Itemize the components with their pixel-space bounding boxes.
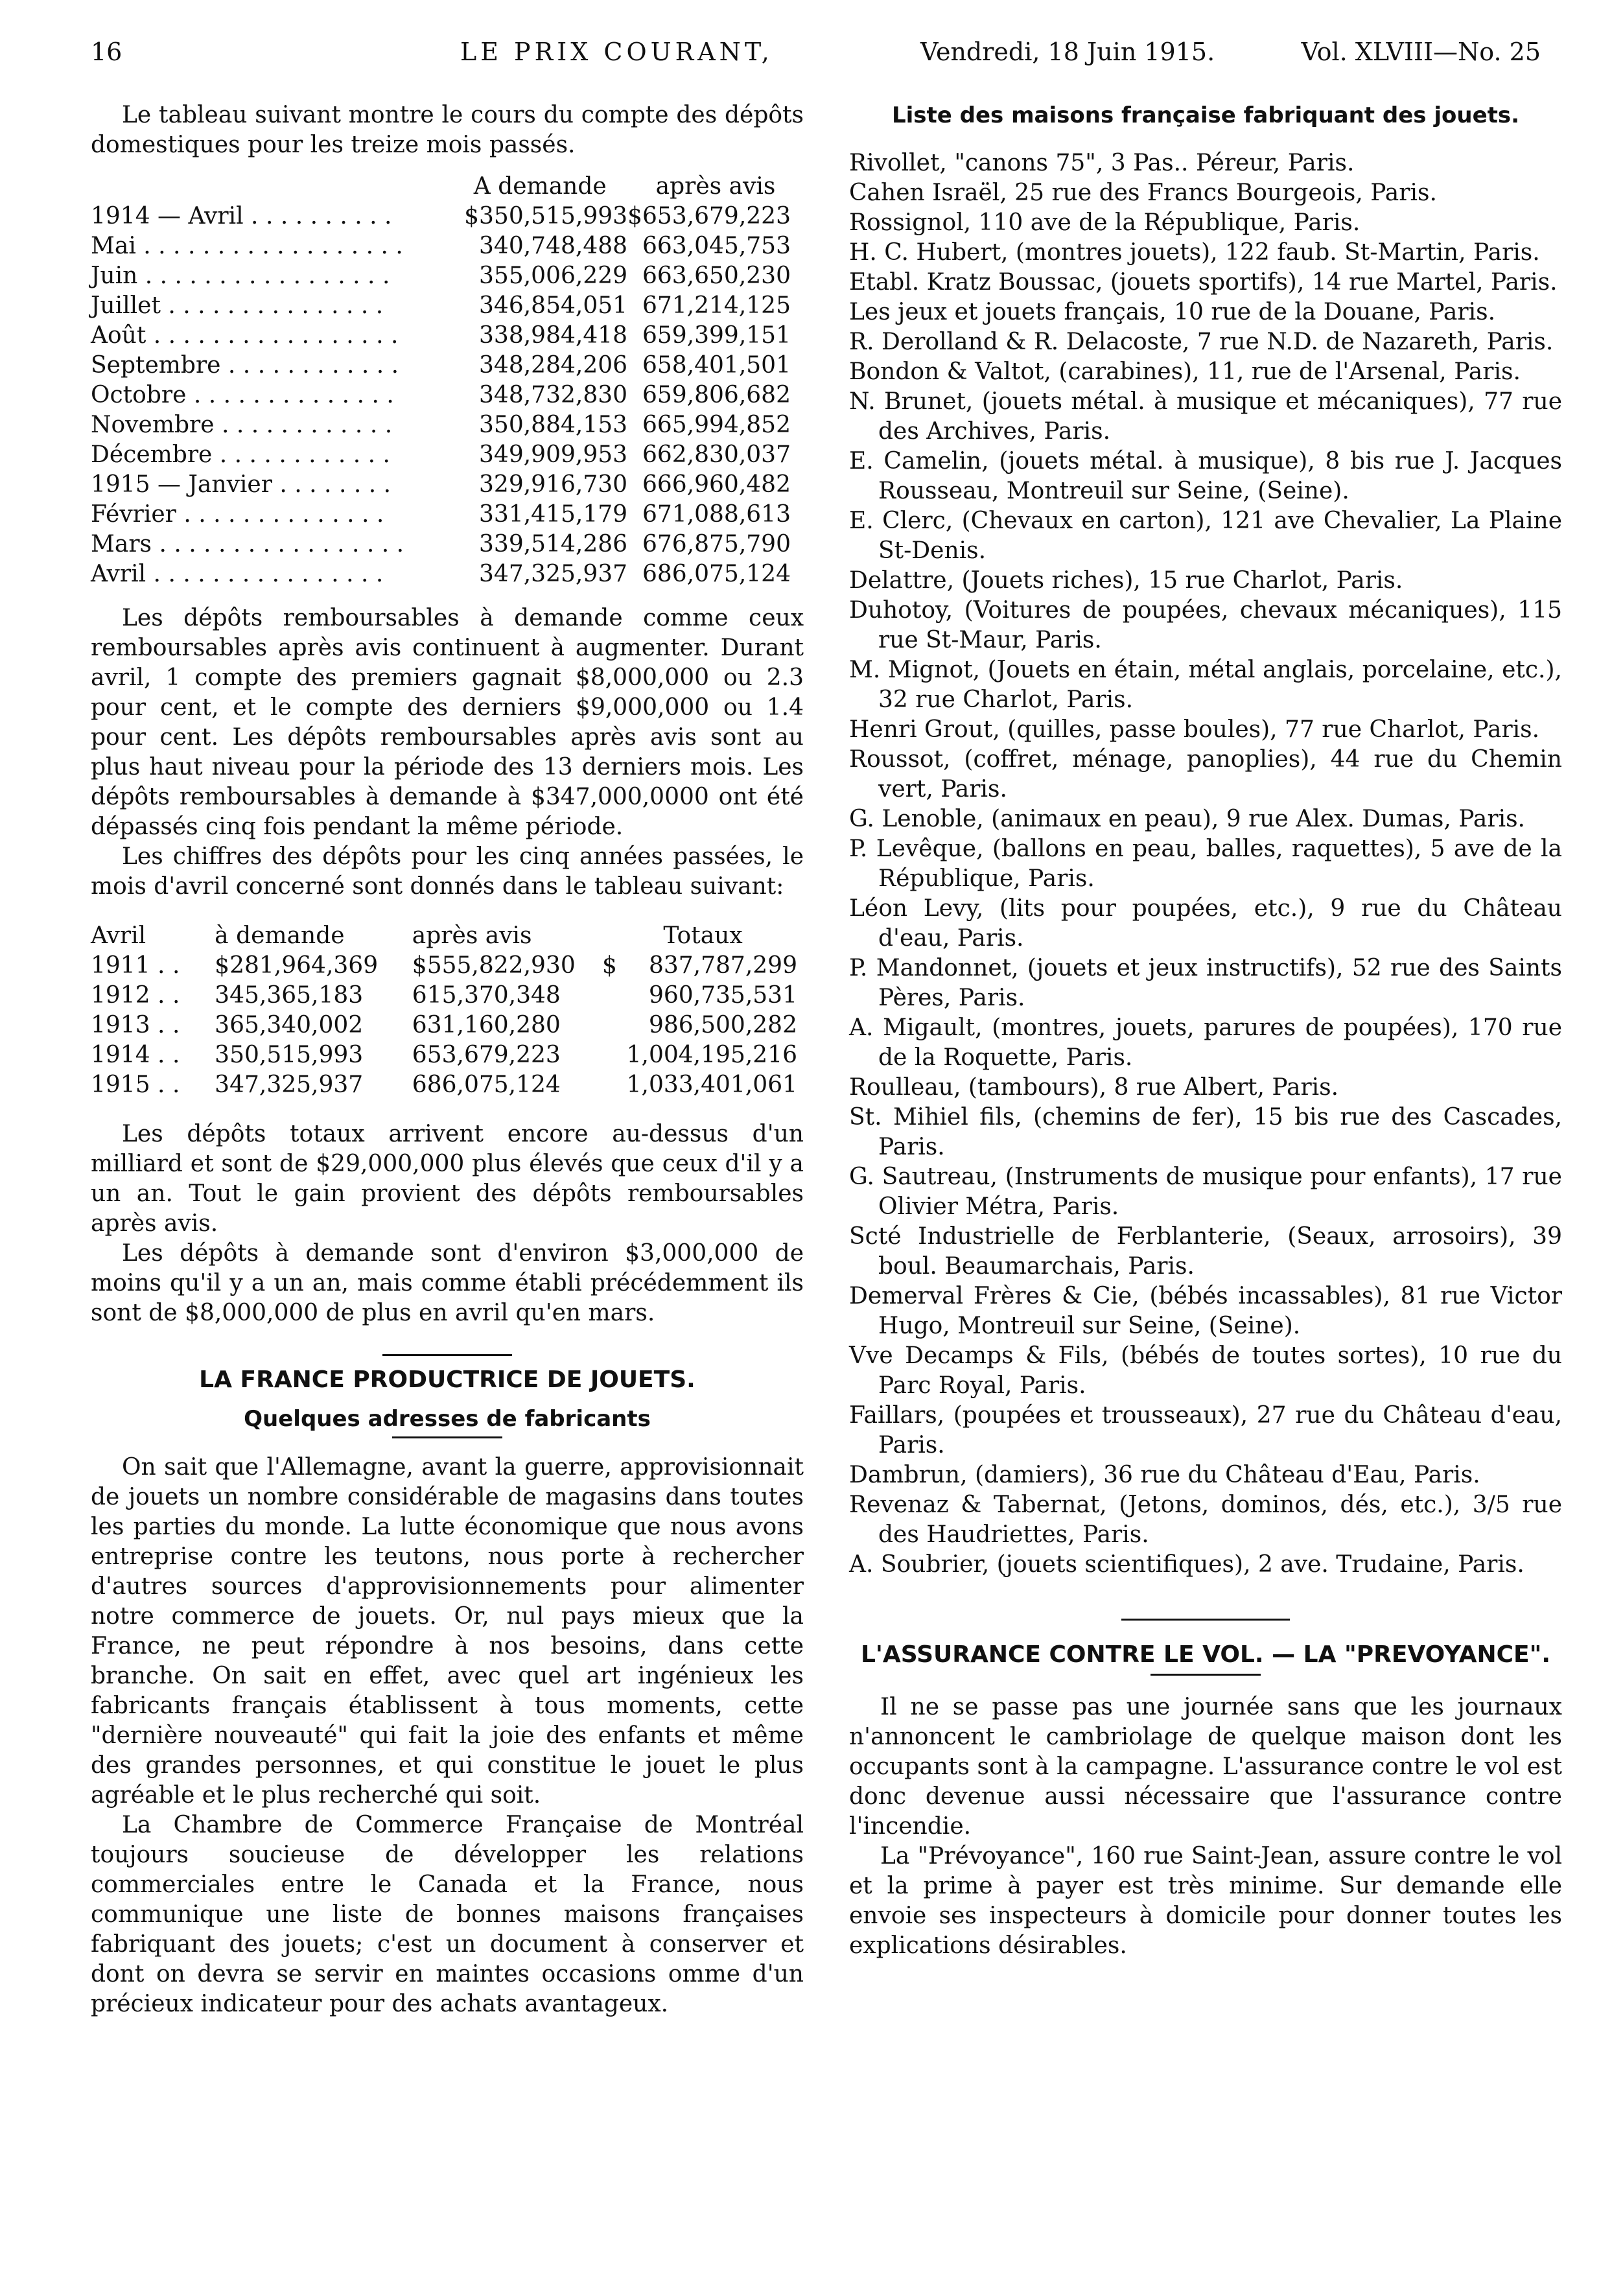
table-row — [91, 1040, 804, 1070]
list-item: Les jeux et jouets français, 10 rue de la Douane, Paris. — [849, 299, 1496, 325]
toys-paragraph: On sait que l'Allemagne, avant la guerre, approvisionnait de jouets un nombre considérable de magasins dans toutes les parties du monde. La lutte économique que nous avons entreprise contre les teutons, nous porte à rechercher d'autres sources d'approvisionnements pour alimenter notre commerce de jouets. Or, nul pays mieux que la France, ne peut répondre à nos besoins, dans cette branche. On sait en effet, avec quel art ingénieux les fabricants français établissent à tous moments, cette "dernière nouveauté" qui fait la joie des enfants et même des grandes personnes, et qui constitue le jouet le plus agréable et le plus recherché qui soit. — [91, 1454, 804, 1809]
table-row — [91, 951, 804, 981]
list-item: Henri Grout, (quilles, passe boules), 77 rue Charlot, Paris. — [849, 716, 1540, 743]
table-header-cell: Avril — [91, 922, 146, 949]
list-item: P. Levêque, (ballons en peau, balles, raquettes), 5 ave de la République, Paris. — [849, 836, 1562, 892]
table-row — [91, 500, 804, 530]
table-row — [91, 321, 804, 351]
currency-cell — [602, 1011, 627, 1040]
notice-cell: 676,875,790 — [642, 531, 791, 557]
notice-cell: 663,045,753 — [642, 233, 791, 259]
deposits-yearly-rows — [91, 951, 804, 1100]
year-cell: 1913 . . — [91, 1012, 180, 1038]
publication-title: LE PRIX COURANT, — [460, 38, 773, 66]
month-cell: Décembre . . . . . . . . . . . . — [91, 441, 390, 468]
subtitle-divider — [392, 1436, 502, 1438]
notice-cell: 686,075,124 — [412, 1072, 561, 1098]
month-cell: Avril . . . . . . . . . . . . . . . . — [91, 561, 384, 587]
notice-cell: 631,160,280 — [412, 1012, 561, 1038]
notice-cell: 686,075,124 — [642, 561, 791, 587]
page-header — [91, 32, 1541, 71]
volume-number: Vol. XLVIII—No. 25 — [1301, 38, 1541, 66]
intro-paragraph: Le tableau suivant montre le cours du compte des dépôts domestiques pour les treize mois passés. — [91, 102, 804, 158]
demand-cell: 349,909,953 — [479, 441, 628, 468]
table-row — [91, 440, 804, 470]
table-header-cell: après avis — [412, 922, 532, 949]
demand-cell: 355,006,229 — [479, 263, 628, 289]
list-item: Demerval Frères & Cie, (bébés incassables), 81 rue Victor Hugo, Montreuil sur Seine, (Seine). — [849, 1283, 1562, 1339]
currency-cell: $ — [602, 952, 617, 979]
table-row — [91, 351, 804, 381]
total-cell: 960,735,531 — [648, 982, 797, 1009]
deposits-paragraph: Les dépôts remboursables à demande comme ceux remboursables après avis continuent à augmenter. Durant avril, 1 compte des premiers gagnait $8,000,000 ou 2.3 pour cent, et le compte des derniers $9,000,000 ou 1.4 pour cent. Les dépôts remboursables après avis sont au plus haut niveau pour la période des 13 derniers mois. Les dépôts remboursables à demande à $347,000,0000 ont été dépassés cinq fois pendant la même période. — [91, 605, 804, 840]
table-row — [91, 291, 804, 321]
year-cell: 1915 . . — [91, 1072, 180, 1098]
month-cell: Mai . . . . . . . . . . . . . . . . . . — [91, 233, 403, 259]
month-cell: 1914 — Avril . . . . . . . . . . — [91, 203, 392, 229]
notice-cell: 671,214,125 — [642, 292, 791, 319]
notice-cell: 659,399,151 — [642, 322, 791, 349]
demand-cell: 350,515,993 — [215, 1042, 364, 1068]
month-cell: Février . . . . . . . . . . . . . . — [91, 501, 384, 528]
list-item: G. Lenoble, (animaux en peau), 9 rue Alex. Dumas, Paris. — [849, 806, 1525, 832]
list-item: Scté Industrielle de Ferblanterie, (Seaux, arrosoirs), 39 boul. Beaumarchais, Paris. — [849, 1223, 1562, 1280]
demand-cell: 339,514,286 — [479, 531, 628, 557]
table-row — [91, 261, 804, 291]
table-row — [91, 202, 804, 231]
total-cell: 837,787,299 — [648, 952, 797, 979]
year-cell: 1912 . . — [91, 982, 180, 1009]
list-item: Roussot, (coffret, ménage, panoplies), 44 rue du Chemin vert, Paris. — [849, 746, 1562, 802]
list-item: Bondon & Valtot, (carabines), 11, rue de l'Arsenal, Paris. — [849, 358, 1521, 385]
demand-cell: 346,854,051 — [479, 292, 628, 319]
demand-cell: 365,340,002 — [215, 1012, 364, 1038]
table-header-cell: à demande — [215, 922, 345, 949]
notice-cell: 662,830,037 — [642, 441, 791, 468]
month-cell: Mars . . . . . . . . . . . . . . . . . — [91, 531, 404, 557]
table-row — [91, 559, 804, 589]
list-item: R. Derolland & R. Delacoste, 7 rue N.D. de Nazareth, Paris. — [849, 329, 1554, 355]
list-item: E. Camelin, (jouets métal. à musique), 8 bis rue J. Jacques Rousseau, Montreuil sur Seine, (Seine). — [849, 448, 1562, 504]
table-row — [91, 381, 804, 410]
currency-cell — [602, 1070, 627, 1100]
month-cell: Octobre . . . . . . . . . . . . . . — [91, 382, 394, 408]
table-row — [91, 1011, 804, 1040]
notice-cell: 658,401,501 — [642, 352, 791, 379]
section-subtitle: Quelques adresses de fabricants — [244, 1406, 651, 1432]
table-row — [91, 981, 804, 1011]
month-cell: Juin . . . . . . . . . . . . . . . . . — [91, 263, 390, 289]
notice-cell: $555,822,930 — [412, 952, 576, 979]
table-header-cell — [91, 172, 452, 202]
total-cell: 1,004,195,216 — [626, 1042, 797, 1068]
table-row — [91, 530, 804, 559]
year-cell: 1911 . . — [91, 952, 180, 979]
list-item: Etabl. Kratz Boussac, (jouets sportifs), 14 rue Martel, Paris. — [849, 269, 1558, 296]
month-cell: Novembre . . . . . . . . . . . . — [91, 412, 393, 438]
demand-paragraph: Les dépôts à demande sont d'environ $3,000,000 de moins qu'il y a un an, mais comme établi précédemment ils sont de $8,000,000 de plus en avril qu'en mars. — [91, 1240, 804, 1326]
month-cell: Août . . . . . . . . . . . . . . . . . — [91, 322, 399, 349]
demand-cell: 329,916,730 — [479, 471, 628, 498]
subtitle-divider — [1151, 1674, 1261, 1676]
notice-cell: 659,806,682 — [642, 382, 791, 408]
list-item: Roulleau, (tambours), 8 rue Albert, Paris. — [849, 1074, 1339, 1101]
list-item: M. Mignot, (Jouets en étain, métal anglais, porcelaine, etc.), 32 rue Charlot, Paris. — [849, 657, 1562, 713]
list-item: Rivollet, "canons 75", 3 Pas.. Péreur, Paris. — [849, 150, 1355, 176]
list-item: A. Migault, (montres, jouets, parures de poupées), 170 rue de la Roquette, Paris. — [849, 1014, 1562, 1071]
totals-paragraph: Les dépôts totaux arrivent encore au-dessus d'un milliard et sont de $29,000,000 plus élevés que ceux d'il y a un an. Tout le gain provient des dépôts remboursables après avis. — [91, 1121, 804, 1237]
section-title: LA FRANCE PRODUCTRICE DE JOUETS. — [199, 1366, 695, 1393]
right-column — [849, 100, 1562, 1961]
notice-cell: 671,088,613 — [642, 501, 791, 528]
currency-cell — [602, 981, 627, 1011]
left-column — [91, 100, 804, 2019]
total-cell: 986,500,282 — [648, 1012, 797, 1038]
list-item: P. Mandonnet, (jouets et jeux instructifs), 52 rue des Saints Pères, Paris. — [849, 955, 1562, 1011]
demand-cell: 340,748,488 — [479, 233, 628, 259]
list-title: Liste des maisons française fabriquant des jouets. — [891, 102, 1520, 128]
insurance-title: L'ASSURANCE CONTRE LE VOL. — LA "PREVOYANCE". — [860, 1641, 1551, 1668]
notice-cell: 615,370,348 — [412, 982, 561, 1009]
list-item: A. Soubrier, (jouets scientifiques), 2 ave. Trudaine, Paris. — [849, 1551, 1524, 1578]
table-row — [91, 470, 804, 500]
month-cell: 1915 — Janvier . . . . . . . . — [91, 471, 391, 498]
section-divider — [382, 1354, 512, 1356]
deposits-monthly-rows — [91, 202, 804, 589]
list-item: E. Clerc, (Chevaux en carton), 121 ave Chevalier, La Plaine St-Denis. — [849, 508, 1562, 564]
chamber-paragraph: La Chambre de Commerce Française de Montréal toujours soucieuse de développer les relations commerciales entre le Canada et la France, nous communique une liste de bonnes maisons françaises fabriquant des jouets; c'est un document à conserver et dont on devra se servir en maintes occasions omme d'un précieux indicateur pour des achats avantageux. — [91, 1812, 804, 2017]
list-item: N. Brunet, (jouets métal. à musique et mécaniques), 77 rue des Archives, Paris. — [849, 388, 1562, 445]
notice-cell: $653,679,223 — [627, 203, 791, 229]
insurance-paragraph-2: La "Prévoyance", 160 rue Saint-Jean, assure contre le vol et la prime à payer est très minime. Sur demande elle envoie ses inspecteurs à domicile pour donner toutes les explications désirables. — [849, 1843, 1562, 1959]
list-item: Rossignol, 110 ave de la République, Paris. — [849, 209, 1361, 236]
table-header-cell: Totaux — [663, 922, 743, 949]
table-row — [91, 410, 804, 440]
insurance-paragraph-1: Il ne se passe pas une journée sans que les journaux n'annoncent le cambriolage de quelque maison dont les occupants sont à la campagne. L'assurance contre le vol est donc devenue aussi nécessaire que l'assurance contre l'incendie. — [849, 1694, 1562, 1840]
demand-cell: 338,984,418 — [479, 322, 628, 349]
demand-cell: 348,284,206 — [479, 352, 628, 379]
list-item: St. Mihiel fils, (chemins de fer), 15 bis rue des Cascades, Paris. — [849, 1104, 1562, 1160]
manufacturer-list — [849, 148, 1562, 1580]
list-item: G. Sautreau, (Instruments de musique pour enfants), 17 rue Olivier Métra, Paris. — [849, 1164, 1562, 1220]
notice-cell: 666,960,482 — [642, 471, 791, 498]
list-item: Revenaz & Tabernat, (Jetons, dominos, dés, etc.), 3/5 rue des Haudriettes, Paris. — [849, 1492, 1562, 1548]
deposits-yearly-table — [91, 921, 804, 1100]
list-item: H. C. Hubert, (montres jouets), 122 faub. St-Martin, Paris. — [849, 239, 1540, 266]
month-cell: Septembre . . . . . . . . . . . . — [91, 352, 399, 379]
demand-cell: 348,732,830 — [479, 382, 628, 408]
demand-cell: 331,415,179 — [479, 501, 628, 528]
demand-cell: $281,964,369 — [215, 952, 379, 979]
year-cell: 1914 . . — [91, 1042, 180, 1068]
list-item: Dambrun, (damiers), 36 rue du Château d'Eau, Paris. — [849, 1462, 1480, 1488]
list-item: Vve Decamps & Fils, (bébés de toutes sortes), 10 rue du Parc Royal, Paris. — [849, 1342, 1562, 1399]
deposits-monthly-table — [91, 172, 804, 589]
notice-cell: 663,650,230 — [642, 263, 791, 289]
five-year-intro: Les chiffres des dépôts pour les cinq années passées, le mois d'avril concerné sont donnés dans le tableau suivant: — [91, 843, 804, 900]
page-number: 16 — [91, 38, 123, 66]
notice-cell: 665,994,852 — [642, 412, 791, 438]
section-divider — [1121, 1619, 1290, 1621]
month-cell: Juillet . . . . . . . . . . . . . . . — [91, 292, 384, 319]
table-header-row — [91, 921, 804, 951]
demand-cell: 347,325,937 — [215, 1072, 364, 1098]
demand-cell: $350,515,993 — [464, 203, 628, 229]
demand-cell: 345,365,183 — [215, 982, 364, 1009]
list-item: Cahen Israël, 25 rue des Francs Bourgeois, Paris. — [849, 180, 1437, 206]
list-item: Faillars, (poupées et trousseaux), 27 rue du Château d'eau, Paris. — [849, 1402, 1562, 1458]
notice-cell: 653,679,223 — [412, 1042, 561, 1068]
table-header-cell: après avis — [655, 173, 776, 200]
total-cell: 1,033,401,061 — [626, 1072, 797, 1098]
table-header-cell: A demande — [473, 173, 607, 200]
list-item: Léon Levy, (lits pour poupées, etc.), 9 rue du Château d'eau, Paris. — [849, 895, 1562, 952]
demand-cell: 347,325,937 — [479, 561, 628, 587]
list-item: Duhotoy, (Voitures de poupées, chevaux mécaniques), 115 rue St-Maur, Paris. — [849, 597, 1562, 653]
list-item: Delattre, (Jouets riches), 15 rue Charlot, Paris. — [849, 567, 1403, 594]
table-row — [91, 231, 804, 261]
table-header-row — [91, 172, 804, 202]
demand-cell: 350,884,153 — [479, 412, 628, 438]
issue-date: Vendredi, 18 Juin 1915. — [920, 38, 1215, 66]
table-row — [91, 1070, 804, 1100]
currency-cell — [602, 1040, 627, 1070]
